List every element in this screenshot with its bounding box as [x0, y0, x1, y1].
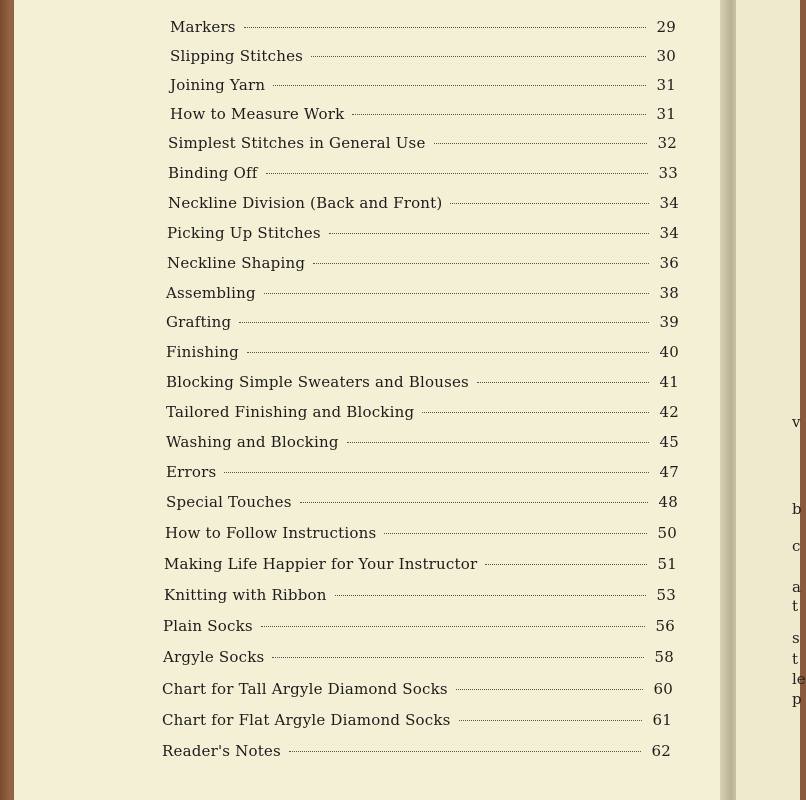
toc-dot-leader — [485, 563, 647, 565]
toc-entry-title: Plain Socks — [163, 617, 253, 635]
toc-entry-title: Joining Yarn — [170, 76, 266, 94]
toc-entry — [164, 555, 677, 577]
toc-entry-page-number: 53 — [656, 586, 676, 604]
toc-entry-page-number: 34 — [659, 224, 679, 242]
toc-entry-title: Reader's Notes — [162, 742, 281, 760]
toc-entry — [162, 711, 672, 733]
toc-entry-title: Argyle Socks — [163, 648, 265, 666]
toc-entry-page-number: 42 — [659, 403, 679, 421]
toc-entry-title: Special Touches — [166, 493, 292, 511]
toc-dot-leader — [300, 501, 648, 503]
toc-entry-page-number: 41 — [659, 373, 679, 391]
toc-entry-title: How to Follow Instructions — [165, 524, 377, 542]
toc-entry — [170, 105, 676, 127]
toc-entry — [166, 463, 679, 485]
toc-dot-leader — [289, 750, 641, 752]
toc-dot-leader — [347, 441, 649, 443]
toc-entry-page-number: 60 — [653, 680, 673, 698]
toc-dot-leader — [239, 321, 649, 323]
toc-entry-page-number: 56 — [655, 617, 675, 635]
toc-entry-title: Neckline Shaping — [167, 254, 306, 272]
adjacent-page-text-fragment: t — [792, 650, 799, 668]
toc-entry-page-number: 61 — [652, 711, 672, 729]
toc-dot-leader — [244, 26, 646, 28]
toc-dot-leader — [311, 55, 646, 57]
toc-entry — [165, 524, 677, 546]
toc-entry-page-number: 38 — [659, 284, 679, 302]
toc-entry-title: Knitting with Ribbon — [164, 586, 327, 604]
toc-entry — [166, 343, 679, 365]
adjacent-page-text-fragment: le — [792, 670, 806, 688]
toc-entry-title: Slipping Stitches — [170, 47, 304, 65]
toc-dot-leader — [313, 262, 649, 264]
toc-entry — [170, 76, 676, 98]
toc-entry-page-number: 40 — [659, 343, 679, 361]
toc-dot-leader — [335, 594, 646, 596]
toc-dot-leader — [450, 202, 649, 204]
toc-entry-title: Markers — [170, 18, 236, 36]
toc-dot-leader — [272, 656, 644, 658]
toc-entry-title: Chart for Tall Argyle Diamond Socks — [162, 680, 448, 698]
toc-entry — [168, 164, 678, 186]
adjacent-page-text-fragment: a — [792, 578, 801, 596]
toc-entry — [162, 680, 673, 702]
toc-entry — [163, 617, 675, 639]
adjacent-page-text-fragment: v — [792, 413, 801, 431]
toc-entry-title: Washing and Blocking — [166, 433, 339, 451]
toc-entry-page-number: 51 — [657, 555, 677, 573]
toc-entry-title: Picking Up Stitches — [167, 224, 321, 242]
toc-entry-title: Neckline Division (Back and Front) — [168, 194, 443, 212]
toc-entry-page-number: 36 — [659, 254, 679, 272]
toc-entry — [166, 433, 679, 455]
toc-entry-title: Errors — [166, 463, 217, 481]
toc-dot-leader — [224, 471, 649, 473]
toc-entry — [168, 194, 679, 216]
toc-dot-leader — [422, 411, 649, 413]
toc-entry-page-number: 31 — [656, 105, 676, 123]
toc-entry-title: Simplest Stitches in General Use — [168, 134, 426, 152]
toc-entry — [162, 742, 671, 764]
toc-entry-page-number: 31 — [656, 76, 676, 94]
toc-dot-leader — [456, 688, 643, 690]
toc-entry-title: Tailored Finishing and Blocking — [166, 403, 415, 421]
toc-entry-page-number: 33 — [658, 164, 678, 182]
toc-dot-leader — [459, 719, 642, 721]
toc-entry-page-number: 58 — [654, 648, 674, 666]
toc-entry-page-number: 62 — [651, 742, 671, 760]
toc-entry — [164, 586, 676, 608]
toc-entry-title: Grafting — [166, 313, 232, 331]
adjacent-page-text-fragment: c — [792, 537, 801, 555]
toc-entry-title: Assembling — [166, 284, 256, 302]
adjacent-page-text-fragment: p — [792, 690, 802, 708]
toc-dot-leader — [477, 381, 649, 383]
toc-entry-page-number: 47 — [659, 463, 679, 481]
toc-entry — [170, 18, 676, 40]
adjacent-page-text-fragment: s — [792, 629, 800, 647]
adjacent-page-text-fragment: t — [792, 597, 799, 615]
toc-entry — [166, 313, 679, 335]
toc-entry-page-number: 30 — [656, 47, 676, 65]
toc-entry — [166, 493, 678, 515]
toc-entry-page-number: 50 — [657, 524, 677, 542]
toc-entry-title: Making Life Happier for Your Instructor — [164, 555, 478, 573]
toc-entry — [166, 403, 679, 425]
toc-entry — [166, 373, 679, 395]
toc-dot-leader — [247, 351, 649, 353]
toc-entry-page-number: 29 — [656, 18, 676, 36]
toc-entry-title: Blocking Simple Sweaters and Blouses — [166, 373, 469, 391]
toc-dot-leader — [266, 172, 648, 174]
toc-entry — [167, 224, 679, 246]
toc-entry — [170, 47, 676, 69]
toc-dot-leader — [352, 113, 646, 115]
toc-dot-leader — [434, 142, 647, 144]
adjacent-page-text-fragment: b — [792, 500, 802, 518]
toc-dot-leader — [261, 625, 645, 627]
toc-entry-title: Chart for Flat Argyle Diamond Socks — [162, 711, 451, 729]
toc-entry-title: Binding Off — [168, 164, 258, 182]
toc-entry-page-number: 48 — [658, 493, 678, 511]
toc-entry — [168, 134, 677, 156]
toc-entry-title: How to Measure Work — [170, 105, 345, 123]
toc-entry-page-number: 32 — [657, 134, 677, 152]
toc-dot-leader — [384, 532, 647, 534]
toc-dot-leader — [264, 292, 649, 294]
toc-dot-leader — [329, 232, 649, 234]
toc-dot-leader — [273, 84, 646, 86]
toc-entry-page-number: 34 — [659, 194, 679, 212]
toc-entry-title: Finishing — [166, 343, 239, 361]
toc-entry — [167, 254, 679, 276]
toc-entry-page-number: 39 — [659, 313, 679, 331]
toc-entry-page-number: 45 — [659, 433, 679, 451]
toc-entry — [163, 648, 674, 670]
toc-entry — [166, 284, 679, 306]
